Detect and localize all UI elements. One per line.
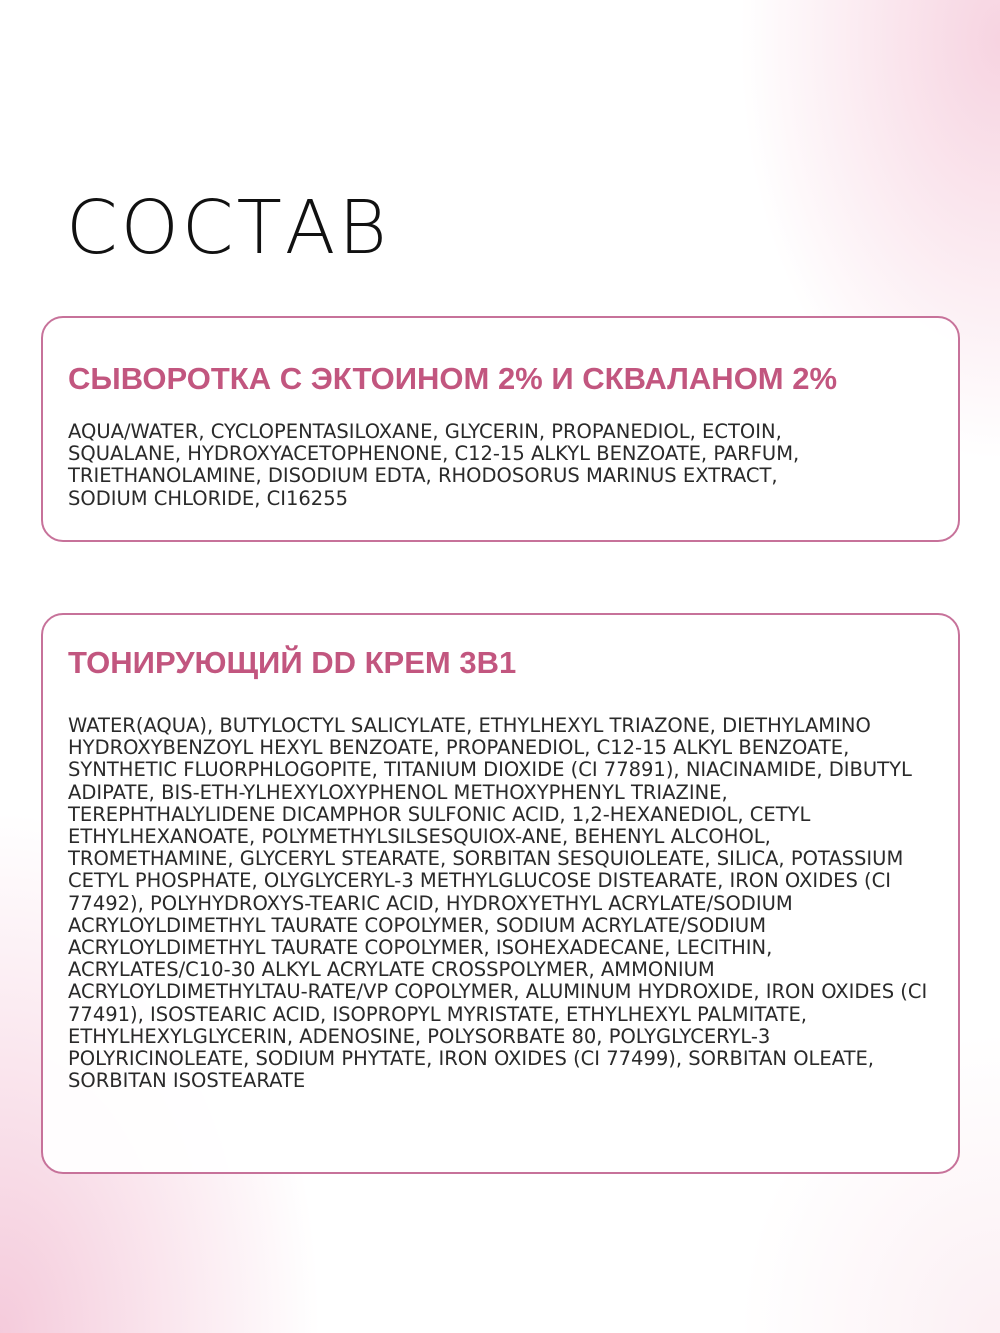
ingredients-card-dd-cream — [41, 613, 960, 1174]
ingredients-list-serum: AQUA/WATER, CYCLOPENTASILOXANE, GLYCERIN, PROPANEDIOL, ECTOIN, SQUALANE, HYDROXYACETOPHENONE, C12-15 ALKYL BENZOATE, PARFUM, TRIETHANOLAMINE, DISODIUM EDTA, RHODOSORUS MARINUS EXTRACT, SODIUM CHLORIDE, CI16255 — [68, 420, 800, 510]
ingredients-card-serum — [41, 316, 960, 542]
page-title: СОСТАВ — [66, 185, 390, 271]
product-name-dd-cream: ТОНИРУЮЩИЙ DD КРЕМ 3В1 — [68, 645, 517, 680]
ingredients-list-dd-cream: WATER(AQUA), BUTYLOCTYL SALICYLATE, ETHYLHEXYL TRIAZONE, DIETHYLAMINO HYDROXYBENZOYL HEXYL BENZOATE, PROPANEDIOL, C12-15 ALKYL BENZOATE, SYNTHETIC FLUORPHLOGOPITE, TITANIUM DIOXIDE (CI 77891), NIACINAMIDE, DIBUTYL ADIPATE, BIS-ETH-YLHEXYLOXYPHENOL METHOXYPHENYL TRIAZINE, TEREPHTHALYLIDENE DICAMPHOR SULFONIC ACID, 1,2-HEXANEDIOL, CETYL ETHYLHEXANOATE, POLYMETHYLSILSESQUIOX-ANE, BEHENYL ALCOHOL, TROMETHAMINE, GLYCERYL STEARATE, SORBITAN SESQUIOLEATE, SILICA, POTASSIUM CETYL PHOSPHATE, OLYGLYCERYL-3 METHYLGLUCOSE DISTEARATE, IRON OXIDES (CI 77492), POLYHYDROXYS-TEARIC ACID, HYDROXYETHYL ACRYLATE/SODIUM ACRYLOYLDIMETHYL TAURATE COPOLYMER, SODIUM ACRYLATE/SODIUM ACRYLOYLDIMETHYL TAURATE COPOLYMER, ISOHEXADECANE, LECITHIN, ACRYLATES/C10-30 ALKYL ACRYLATE CROSSPOLYMER, AMMONIUM ACRYLOYLDIMETHYLTAU-RATE/VP COPOLYMER, ALUMINUM HYDROXIDE, IRON OXIDES (CI 77491), ISOSTEARIC ACID, ISOPROPYL MYRISTATE, ETHYLHEXYL PALMITATE, ETHYLHEXYLGLYCERIN, ADENOSINE, POLYSORBATE 80, POLYGLYCERYL-3 POLYRICINOLEATE, SODIUM PHYTATE, IRON OXIDES (CI 77499), SORBITAN OLEATE, SORBITAN ISOSTEARATE — [68, 714, 928, 1093]
product-name-serum: СЫВОРОТКА С ЭКТОИНОМ 2% И СКВАЛАНОМ 2% — [68, 361, 838, 396]
